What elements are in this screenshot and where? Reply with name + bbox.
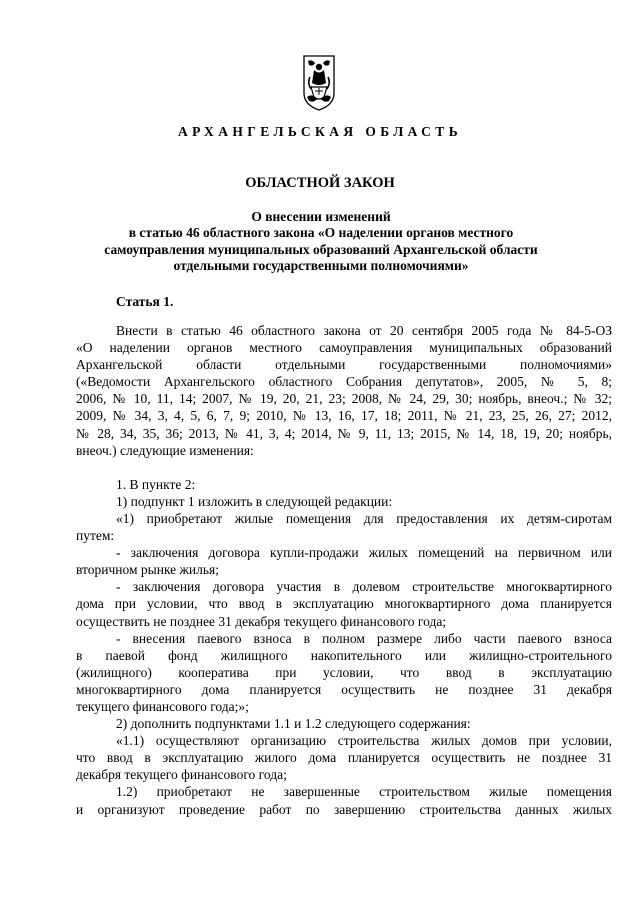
body-line: внеоч.) следующие изменения: xyxy=(76,442,254,458)
region-name: АРХАНГЕЛЬСКАЯ ОБЛАСТЬ xyxy=(177,124,463,139)
body-line: Архангельской области отдельными государственными полномочиями» xyxy=(76,357,612,373)
body-line: что ввод в эксплуатацию жилого дома планируется осуществить не позднее 31 xyxy=(76,750,612,766)
body-line: путем: xyxy=(76,528,115,544)
body-line: «1.1) осуществляют организацию строительства жилых домов при условии, xyxy=(116,733,612,749)
body-line: «1) приобретают жилые помещения для предоставления их детям-сиротам xyxy=(116,510,612,526)
body-line: 2009, № 34, 3, 4, 5, 6, 7, 9; 2010, № 13, 16, 17, 18; 2011, № 21, 23, 25, 26, 27; 2012, xyxy=(76,408,612,424)
body-line: дома при условии, что ввод в эксплуатацию многоквартирного дома планируется xyxy=(76,596,612,612)
body-line: - заключения договора купли-продажи жилых помещений на первичном или xyxy=(116,545,612,561)
body-line: № 28, 34, 35, 36; 2013, № 41, 3, 4; 2014, № 9, 11, 13; 2015, № 14, 18, 19, 20; ноябрь, xyxy=(76,425,612,441)
subtitle-line: О внесении изменений xyxy=(251,209,391,224)
paragraph-gap xyxy=(76,459,612,476)
article-heading: Статья 1. xyxy=(116,294,174,309)
coat-of-arms-icon xyxy=(302,53,336,111)
body-line: многоквартирного дома планируется осуществить не позднее 31 декабря xyxy=(76,681,612,697)
body-line: 2006, № 10, 11, 14; 2007, № 19, 20, 21, 23; 2008, № 24, 29, 30; ноябрь, внеоч.; № 32; xyxy=(76,391,612,407)
body-line: осуществить не позднее 31 декабря текущего финансового года; xyxy=(76,613,447,629)
body-line: и организуют проведение работ по завершению строительства данных жилых xyxy=(76,801,612,817)
body-line: 2) дополнить подпунктами 1.1 и 1.2 следующего содержания: xyxy=(116,716,471,732)
body-line: - заключения договора участия в долевом строительстве многоквартирного xyxy=(116,579,612,595)
subtitle-line: самоуправления муниципальных образований Архангельской области xyxy=(104,241,538,257)
law-body xyxy=(76,322,612,818)
body-line: в паевой фонд жилищного накопительного или жилищно-строительного xyxy=(76,647,612,663)
law-subtitle xyxy=(86,209,556,275)
body-line: - внесения паевого взноса в полном размере либо части паевого взноса xyxy=(116,630,612,646)
body-line: декабря текущего финансового года; xyxy=(76,767,287,783)
body-line: 1.2) приобретают не завершенные строительством жилые помещения xyxy=(116,784,612,800)
subtitle-line: отдельными государственными полномочиями» xyxy=(173,258,469,274)
body-line: (жилищного) кооператива при условии, что ввод в эксплуатацию xyxy=(76,664,612,680)
law-title: ОБЛАСТНОЙ ЗАКОН xyxy=(245,175,395,191)
body-line: вторичном рынке жилья; xyxy=(76,562,219,578)
subtitle-line: в статью 46 областного закона «О наделении органов местного xyxy=(128,225,514,241)
body-line: текущего финансового года;»; xyxy=(76,698,249,714)
body-line: 1. В пункте 2: xyxy=(116,476,196,492)
body-line: 1) подпункт 1 изложить в следующей редакции: xyxy=(116,493,393,509)
body-line: Внести в статью 46 областного закона от 20 сентября 2005 года № 84-5-ОЗ xyxy=(116,323,612,338)
body-line: «О наделении органов местного самоуправления муниципальных образований xyxy=(76,340,612,356)
body-line: («Ведомости Архангельского областного Собрания депутатов», 2005, № 5, 8; xyxy=(76,374,612,390)
